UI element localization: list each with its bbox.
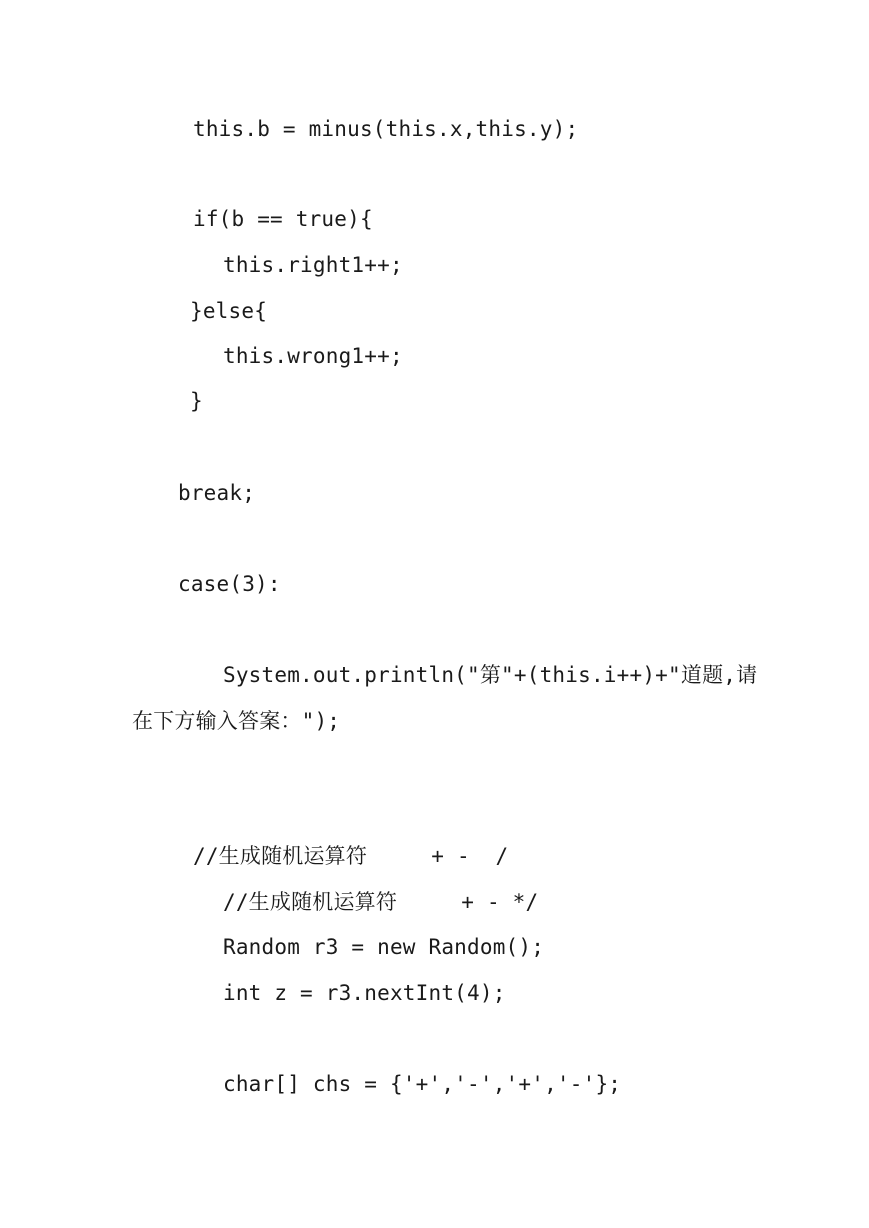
code-line: if(b == true){ <box>193 207 373 231</box>
code-line: } <box>190 389 203 413</box>
code-line: char[] chs = {'+','-','+','-'}; <box>223 1072 622 1096</box>
code-line: case(3): <box>178 572 281 596</box>
code-line: Random r3 = new Random(); <box>223 935 545 959</box>
code-comment: //生成随机运算符 + - */ <box>223 890 539 914</box>
code-line: int z = r3.nextInt(4); <box>223 981 506 1005</box>
code-line: }else{ <box>190 299 268 323</box>
code-line: this.wrong1++; <box>223 344 403 368</box>
code-line: 在下方输入答案："); <box>132 709 341 733</box>
code-line: this.right1++; <box>223 253 403 277</box>
code-line: this.b = minus(this.x,this.y); <box>193 117 579 141</box>
code-comment: //生成随机运算符 + - / <box>193 844 509 868</box>
code-line: System.out.println("第"+(this.i++)+"道题,请 <box>223 663 758 687</box>
code-line: break; <box>178 481 256 505</box>
